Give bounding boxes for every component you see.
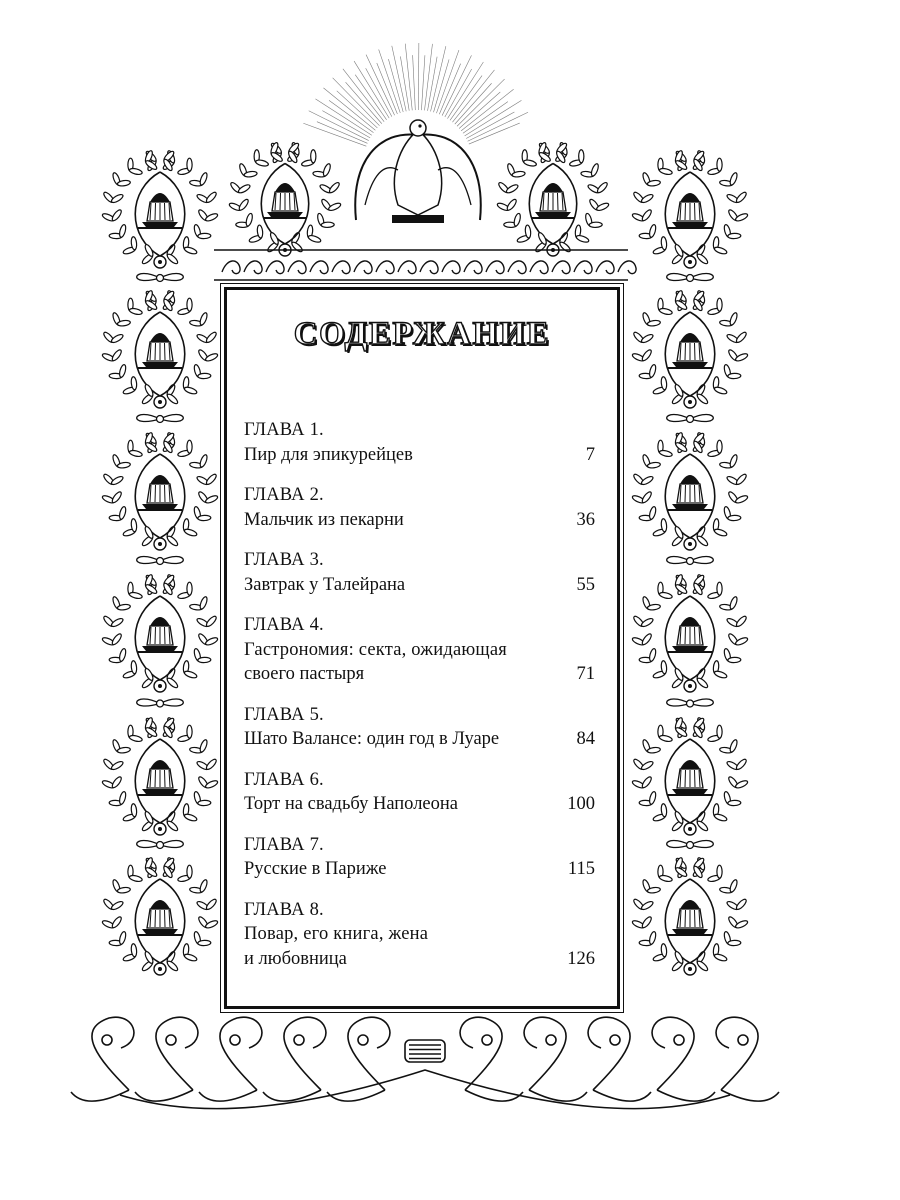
spun-sugar-cone-icon bbox=[668, 475, 712, 511]
chapter-row bbox=[244, 947, 595, 972]
flame-dessert-icon bbox=[138, 900, 182, 936]
page-number: 84 bbox=[576, 729, 595, 749]
chapter-label: ГЛАВА 1. bbox=[244, 420, 324, 440]
tiered-stand-icon bbox=[263, 183, 307, 219]
jelly-mould-icon bbox=[138, 617, 182, 653]
wreath-right bbox=[631, 432, 748, 550]
charlotte-cake-icon bbox=[668, 900, 712, 936]
toc-entry[interactable] bbox=[244, 548, 595, 597]
chapter-label: ГЛАВА 2. bbox=[244, 485, 324, 505]
acanthus-scroll-ornament-icon bbox=[71, 1017, 779, 1108]
wreath-right bbox=[631, 290, 748, 408]
gateau-icon bbox=[531, 183, 575, 219]
chapter-row bbox=[244, 573, 595, 598]
toc-entry[interactable] bbox=[244, 418, 595, 467]
page-title: СОДЕРЖАНИЕ bbox=[293, 316, 551, 352]
chapter-label: ГЛАВА 5. bbox=[244, 704, 324, 725]
chapter-label: ГЛАВА 3. bbox=[244, 550, 324, 570]
top-scroll-band bbox=[214, 250, 636, 280]
wreath-left bbox=[101, 574, 218, 692]
wreath-right bbox=[631, 150, 748, 268]
fruit-pyramid-icon bbox=[138, 760, 182, 796]
page-number: 71 bbox=[576, 664, 595, 684]
toc-entry[interactable] bbox=[244, 898, 595, 972]
toc-entry[interactable] bbox=[244, 703, 595, 752]
croquembouche-icon bbox=[668, 193, 712, 229]
chapter-title-line: Пир для эпикурейцев bbox=[244, 444, 413, 465]
chapter-title-line: Мальчик из пекарни bbox=[244, 509, 404, 530]
page-number: 100 bbox=[567, 794, 595, 814]
chapter-row bbox=[244, 443, 595, 468]
wreath-left bbox=[101, 717, 218, 835]
chapter-title-line: своего пастыря bbox=[244, 664, 365, 684]
eagle-emblem-icon bbox=[355, 120, 481, 223]
chapter-row bbox=[244, 792, 595, 817]
pineapple-vase-icon bbox=[138, 193, 182, 229]
page-number: 36 bbox=[576, 509, 595, 530]
chapter-title-line: Шато Валансе: один год в Луаре bbox=[244, 729, 500, 749]
wreath-left bbox=[101, 432, 218, 550]
wreath-left bbox=[101, 150, 218, 268]
chapter-label: ГЛАВА 8. bbox=[244, 899, 324, 920]
chapter-row bbox=[244, 662, 595, 687]
chapter-title-line: Русские в Париже bbox=[244, 859, 387, 879]
page-number: 7 bbox=[585, 444, 595, 465]
chapter-row bbox=[244, 727, 595, 752]
toc-entry[interactable] bbox=[244, 833, 595, 882]
chapter-row bbox=[244, 857, 595, 882]
contents-panel bbox=[224, 287, 620, 1009]
chapter-label: ГЛАВА 7. bbox=[244, 834, 324, 855]
page-number: 55 bbox=[576, 574, 595, 595]
chapter-row bbox=[244, 508, 595, 533]
chapter-title-line: Гастрономия: секта, ожидающая bbox=[244, 639, 507, 660]
chapter-title-line: Завтрак у Талейрана bbox=[244, 574, 406, 595]
tiered-dessert-icon bbox=[138, 333, 182, 369]
chapter-title-line: и любовница bbox=[244, 948, 347, 969]
toc-entry[interactable] bbox=[244, 768, 595, 817]
domed-cake-icon bbox=[138, 475, 182, 511]
basket-dessert-icon bbox=[668, 760, 712, 796]
pagoda-cake-icon bbox=[668, 617, 712, 653]
page-number: 126 bbox=[567, 948, 595, 969]
chapter-label: ГЛАВА 6. bbox=[244, 769, 324, 790]
page-number: 115 bbox=[567, 859, 595, 879]
wreath-right bbox=[631, 857, 748, 975]
table-of-contents bbox=[244, 418, 595, 987]
wreath-top-right bbox=[496, 142, 609, 256]
chapter-title-line: Повар, его книга, жена bbox=[244, 924, 429, 944]
toc-entry[interactable] bbox=[244, 483, 595, 532]
toc-entry[interactable] bbox=[244, 613, 595, 687]
chapter-label: ГЛАВА 4. bbox=[244, 615, 324, 635]
wreath-right bbox=[631, 717, 748, 835]
wreath-left bbox=[101, 290, 218, 408]
chapter-title-line: Торт на свадьбу Наполеона bbox=[244, 794, 458, 814]
wreath-top-left bbox=[228, 142, 341, 256]
wreath-right bbox=[631, 574, 748, 692]
layer-cake-icon bbox=[668, 333, 712, 369]
wreath-left bbox=[101, 857, 218, 975]
